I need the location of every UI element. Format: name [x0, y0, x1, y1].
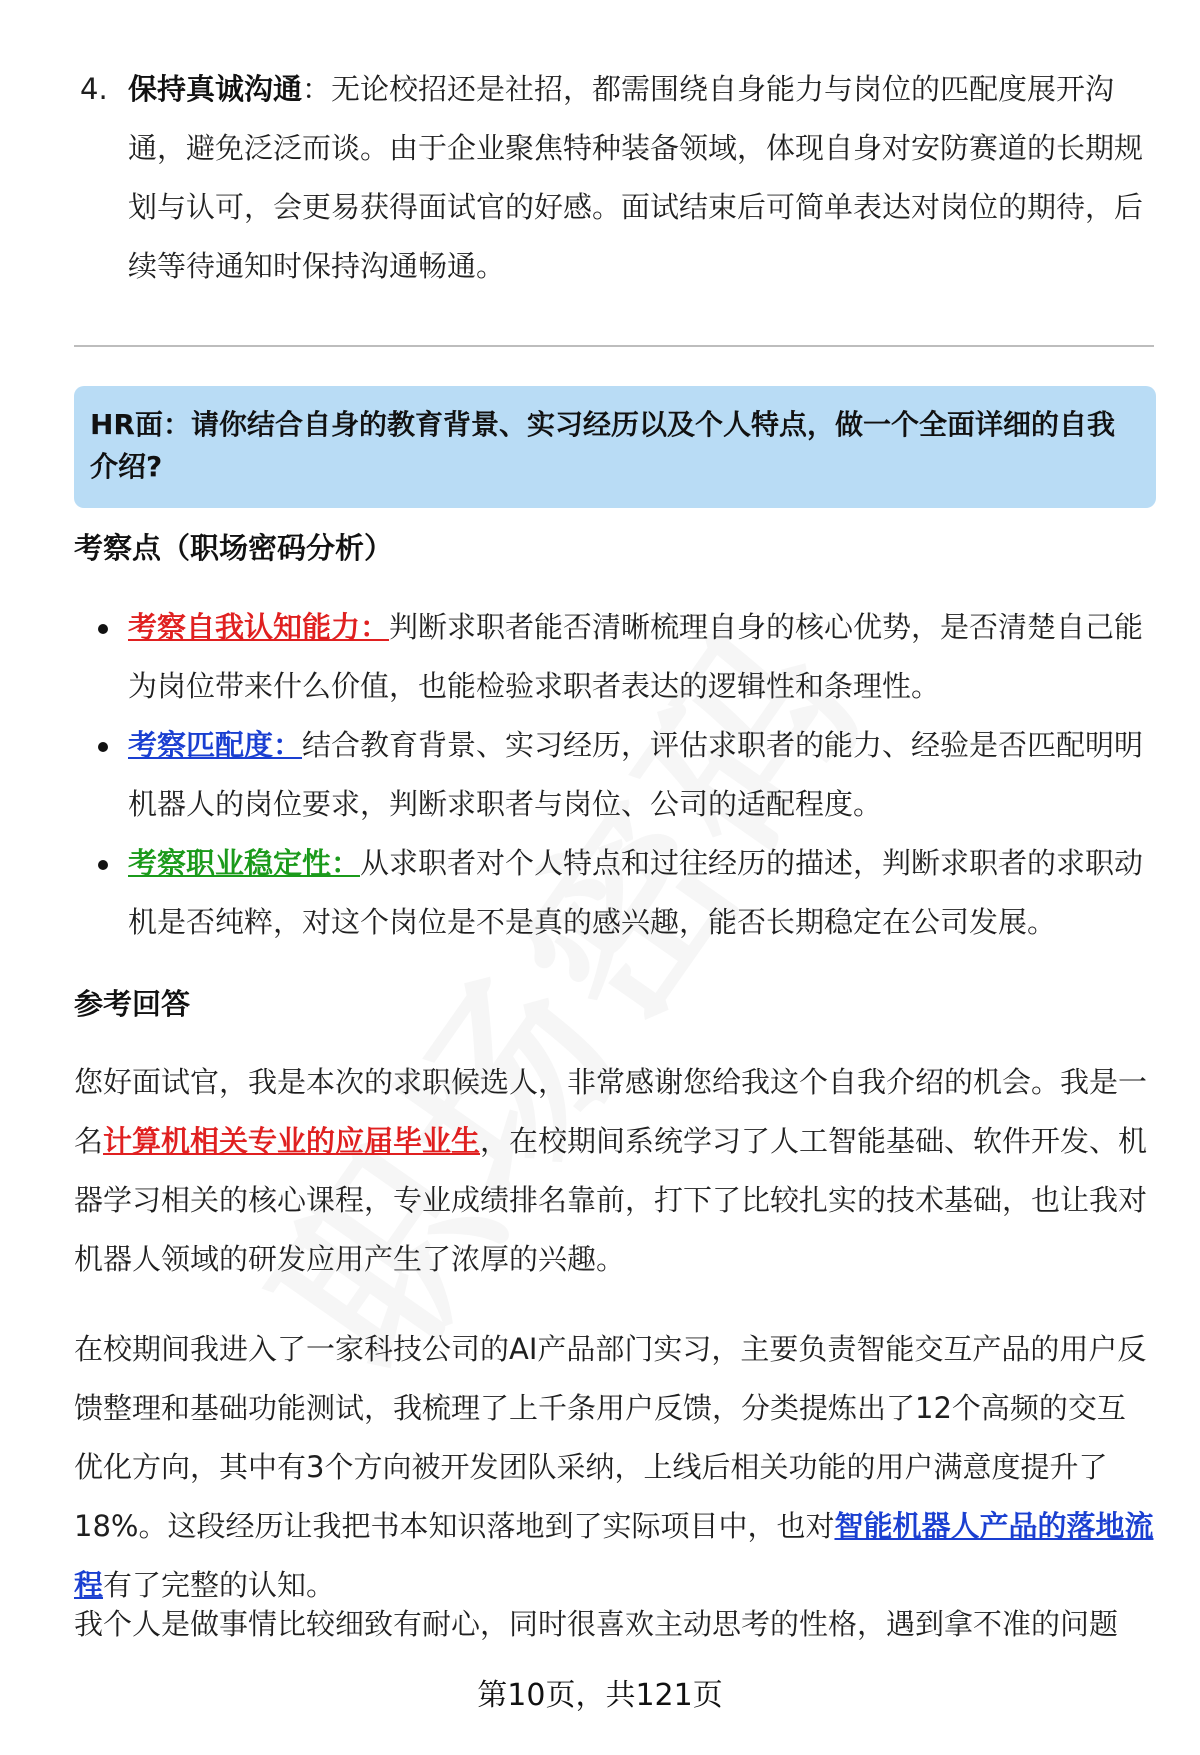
bullet-label: 考察匹配度： — [128, 728, 303, 762]
bullet-item — [74, 716, 1154, 834]
analysis-bullet-list — [74, 598, 1154, 952]
item-bold-lead: 保持真诚沟通 — [128, 72, 303, 106]
section-divider — [74, 345, 1154, 347]
highlight-text: 智能机器人产品的落地流程 — [74, 1509, 1154, 1602]
question-text: HR面：请你结合自身的教育背景、实习经历以及个人特点，做一个全面详细的自我介绍? — [90, 408, 1115, 483]
analysis-heading: 考察点（职场密码分析） — [74, 531, 394, 565]
bullet-label: 考察自我认知能力： — [128, 610, 390, 644]
answer-paragraph-3: 我个人是做事情比较细致有耐心，同时很喜欢主动思考的性格，遇到拿不准的问题 — [74, 1607, 1119, 1641]
answer-heading: 参考回答 — [74, 987, 191, 1021]
bullet-dot-icon — [98, 742, 108, 752]
bullet-text: 从求职者对个人特点和过往经历的描述，判断求职者的求职动机是否纯粹，对这个岗位是不是真的感兴趣，能否长期稳定在公司发展。 — [128, 846, 1144, 939]
bullet-text: 判断求职者能否清晰梳理自身的核心优势，是否清楚自己能为岗位带来什么价值，也能检验求职者表达的逻辑性和条理性。 — [128, 610, 1144, 703]
answer-paragraph-1 — [74, 1053, 1154, 1289]
highlight-text: 计算机相关专业的应届毕业生 — [103, 1124, 481, 1158]
page-footer: 第10页，共121页 — [477, 1678, 723, 1713]
list-number: 4. — [80, 72, 108, 106]
list-item-4 — [80, 60, 1150, 296]
para-text: ，在校期间系统学习了人工智能基础、软件开发、机器学习相关的核心课程，专业成绩排名靠前，打下了比较扎实的技术基础，也让我对机器人领域的研发应用产生了浓厚的兴趣。 — [74, 1124, 1148, 1276]
bullet-text: 结合教育背景、实习经历，评估求职者的能力、经验是否匹配明明机器人的岗位要求，判断求职者与岗位、公司的适配程度。 — [128, 728, 1144, 821]
bullet-item — [74, 598, 1154, 716]
para-text: 您好面试官，我是本次的求职候选人，非常感谢您给我这个自我介绍的机会。我是一名 — [74, 1065, 1148, 1158]
para-text: 有了完整的认知。 — [103, 1568, 336, 1602]
bullet-dot-icon — [98, 860, 108, 870]
bullet-label: 考察职业稳定性： — [128, 846, 361, 880]
bullet-dot-icon — [98, 624, 108, 634]
para-text: 在校期间我进入了一家科技公司的AI产品部门实习，主要负责智能交互产品的用户反馈整理和基础功能测试，我梳理了上千条用户反馈，分类提炼出了12个高频的交互优化方向，其中有3个方向被开发团队采纳，上线后相关功能的用户满意度提升了18%。这段经历让我把书本知识落地到了实际项目中，也对 — [74, 1332, 1147, 1543]
question-box — [74, 386, 1156, 508]
item-text: ：无论校招还是社招，都需围绕自身能力与岗位的匹配度展开沟通，避免泛泛而谈。由于企业聚焦特种装备领域，体现自身对安防赛道的长期规划与认可，会更易获得面试官的好感。面试结束后可简单表达对岗位的期待，后续等待通知时保持沟通畅通。 — [128, 72, 1144, 283]
answer-paragraph-2 — [74, 1320, 1154, 1615]
bullet-item — [74, 834, 1154, 952]
